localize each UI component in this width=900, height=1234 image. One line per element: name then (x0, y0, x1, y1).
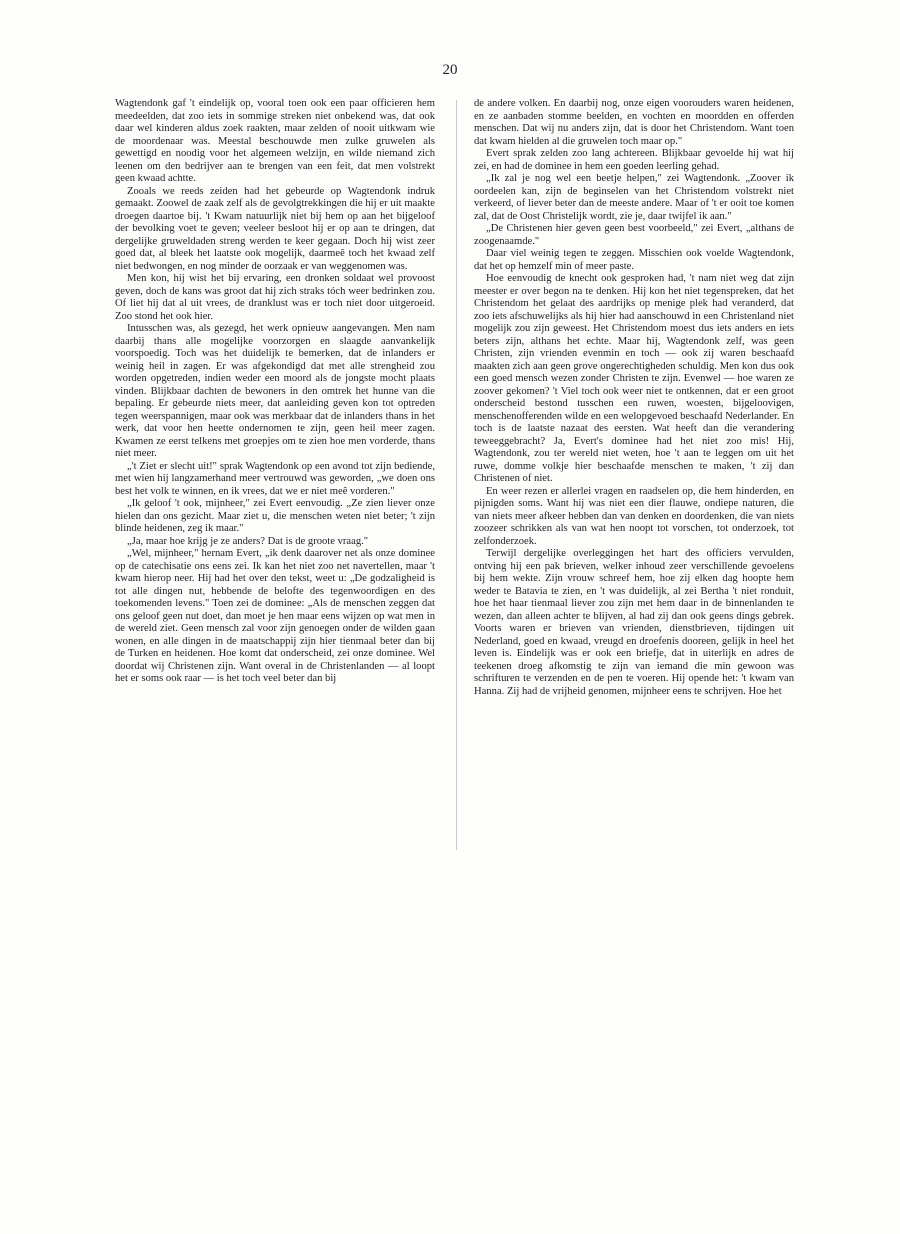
paragraph: Intusschen was, als gezegd, het werk opnieuw aangevangen. Men nam daarbij thans alle mogelijke voorzorgen en slaagde aanvankelijk voorspoedig. Toch was het duidelijk te bemerken, dat de inlanders er weinig heil in zagen. Er was afgekondigd dat met alle strengheid zou worden opgetreden, indien weder een moord als de jongste mocht plaats vinden. Blijkbaar dachten de bewoners in den omtrek het hunne van die bepaling. Er gebeurde niets meer, dat aanleiding geven kon tot optreden tegen weerspannigen, maar ook was merkbaar dat de inlanders thans in het werk, dat voor hen heette ondernomen te zijn, geen heil meer zagen. Kwamen ze eerst telkens met groepjes om te zien hoe men vorderde, thans niet meer. (115, 323, 435, 459)
paragraph: Terwijl dergelijke overleggingen het hart des officiers vervulden, ontving hij een pak brieven, welker inhoud zeer verschillende gevoelens bij hem wekte. Zijn vrouw schreef hem, hoe zij elken dag hoopte hem weder te Batavia te zien, en 't was duidelijk, al zei Bertha 't niet ronduit, hoe het haar tienmaal liever zou zijn met hem daar in de binnenlanden te wezen, dan alleen achter te blijven, al had zij dan ook geens dings gebrek. Voorts waren er brieven van vrienden, dienstbrieven, tijdingen uit Nederland, goed en kwaad, vreugd en droefenis dooreen, gelijk in heel het leven is. Eindelijk was er ook een briefje, dat in uiterlijk en adres de teekenen droeg afkomstig te zijn van iemand die min gewoon was schrifturen te verzenden en de pen te voeren. Hij opende het: 't kwam van Hanna. Zij had de vrijheid genomen, mijnheer eens te schrijven. Hoe het (474, 548, 794, 697)
page-number: 20 (442, 62, 458, 78)
paragraph: Wagtendonk gaf 't eindelijk op, vooral toen ook een paar officieren hem meedeelden, dat zoo iets in sommige streken niet onbekend was, dat ook daar wel kinderen aldus zoek raakten, maar zelden of nooit uitkwam wie de moordenaar was. Meestal beschouwde men zulke gruwelen als gewettigd en noodig voor het algemeen welzijn, en wilde niemand zich leenen om den bedrijver aan te brengen van een feit, dat men volstrekt geen kwaad achtte. (115, 98, 435, 184)
paragraph: Zooals we reeds zeiden had het gebeurde op Wagtendonk indruk gemaakt. Zoowel de zaak zelf als de gevolgtrekkingen die hij er uit maakte droegen daartoe bij. 't Kwam natuurlijk niet bij hem op aan het bijgeloof der bevolking voet te geven; veeleer besloot hij er op aan te dringen, dat dergelijke gruweldaden streng werden te keer gegaan. Doch hij wist zeer goed dat, al bleek het laatste ook mogelijk, daarmeê toch het kwaad zelf niet bedwongen, en nog minder de oorzaak er van weggenomen was. (115, 185, 435, 272)
paragraph: Men kon, hij wist het bij ervaring, een dronken soldaat wel provoost geven, doch de kans was groot dat hij zich straks tóch weer bedrinken zou. Of liet hij dat al uit vrees, de dranklust was er toch niet door uitgeroeid. Zoo stond het ook hier. (115, 273, 435, 322)
right-text-column (474, 98, 794, 698)
paragraph: de andere volken. En daarbij nog, onze eigen voorouders waren heidenen, en ze aanbaden stomme beelden, en vochten en moordden en offerden menschen. Dat wij nu anders zijn, dat is door het Christendom. Want toen dat kwam hielden al die gruwelen toch maar op." (474, 98, 794, 147)
paragraph: „Ik geloof 't ook, mijnheer," zei Evert eenvoudig. „Ze zien liever onze hielen dan ons gezicht. Maar ziet u, die menschen weten niet beter; 't zijn blinde heidenen, zeg ik maar." (115, 498, 435, 534)
paragraph: „Ja, maar hoe krijg je ze anders? Dat is de groote vraag." (127, 535, 369, 547)
paragraph: Daar viel weinig tegen te zeggen. Misschien ook voelde Wagtendonk, dat het op hemzelf min of meer paste. (474, 248, 794, 272)
paragraph: „Ik zal je nog wel een beetje helpen," zei Wagtendonk. „Zoover ik oordeelen kan, zijn de beginselen van het Christendom volstrekt niet verkeerd, of liever beter dan de meeste andere. Maar of 't er ooit toe komen zal, dat de Oost Christelijk wordt, zie je, daar twijfel ik aan." (474, 173, 794, 222)
paragraph: En weer rezen er allerlei vragen en raadselen op, die hem hinderden, en pijnigden soms. Want hij was niet een dier flauwe, ondiepe naturen, die van niets meer afkeer hebben dan van denken en doordenken, die van niets zoozeer schrikken als van wat hen noopt tot vorschen, tot onderzoek, tot zelfonderzoek. (474, 485, 794, 547)
paragraph: „De Christenen hier geven geen best voorbeeld," zei Evert, „althans de zoogenaamde." (474, 223, 794, 247)
left-text-column (115, 98, 435, 686)
paragraph: „'t Ziet er slecht uit!" sprak Wagtendonk op een avond tot zijn bediende, met wien hij langzamerhand meer vertrouwd was geworden, „we doen ons best het volk te winnen, en ik vrees, dat we er niet meê vorderen." (115, 460, 435, 497)
paragraph: „Wel, mijnheer," hernam Evert, „ik denk daarover net als onze dominee op de catechisatie ons eens zei. Ik kan het niet zoo net navertellen, maar 't kwam hierop neer. Hij had het over den tekst, weet u: „De godzaligheid is tot alle dingen nut, hebbende de belofte des tegenwoordigen en des toekomenden levens." Toen zei de dominee: „Als de menschen zeggen dat ons geloof geen nut doet, dan moet je hen maar eens wijzen op wat men in de wereld ziet. Geen mensch zal voor zijn genoegen onder de wilden gaan wonen, en alle dingen in de maatschappij zijn hier tienmaal beter dan bij de Turken en heidenen. Hoe komt dat onderscheid, zei onze dominee. Wel doordat wij Christenen zijn. Want overal in de Christenlanden — al loopt het er soms ook raar — is het toch veel beter dan bij (115, 548, 435, 684)
column-divider (456, 100, 457, 850)
paragraph: Evert sprak zelden zoo lang achtereen. Blijkbaar gevoelde hij wat hij zei, en had de dominee in hem een goeden leerling gehad. (474, 148, 794, 172)
paragraph: Hoe eenvoudig de knecht ook gesproken had, 't nam niet weg dat zijn meester er over begon na te denken. Hij kon het niet tegenspreken, dat het Christendom het gelaat des aardrijks op menige plek had veranderd, dat zoo iets afschuwelijks als hij hier had aanschouwd in een Christenland niet mogelijk zou zijn geweest. Het Christendom moest dus iets anders en iets beters zijn, althans het echte. Maar hij, Wagtendonk zelf, was geen Christen, zijn vrienden evenmin en toch — ook zij waren beschaafd maakten zich aan geen grove ongerechtigheden schuldig. Men kon dus ook een goed mensch wezen zonder Christen te zijn. Evenwel — hoe waren ze zoover gekomen? 't Viel toch ook weer niet te ontkennen, dat er een groot onderscheid bestond tusschen een ruwen, woesten, bijgeloovigen, menschenofferenden wilde en een welopgevoed beschaafd Nederlander. En toch is de laatste nazaat des eersten. Wat heeft dan die verandering teweeggebracht? Ja, Evert's dominee had het niet zoo mis! Hij, Wagtendonk, zou ter wereld niet weten, hoe 't aan te leggen om uit het ruwe, domme volkje hier beschaafde menschen te maken, 't zij dan Christenen of niet. (474, 273, 794, 484)
